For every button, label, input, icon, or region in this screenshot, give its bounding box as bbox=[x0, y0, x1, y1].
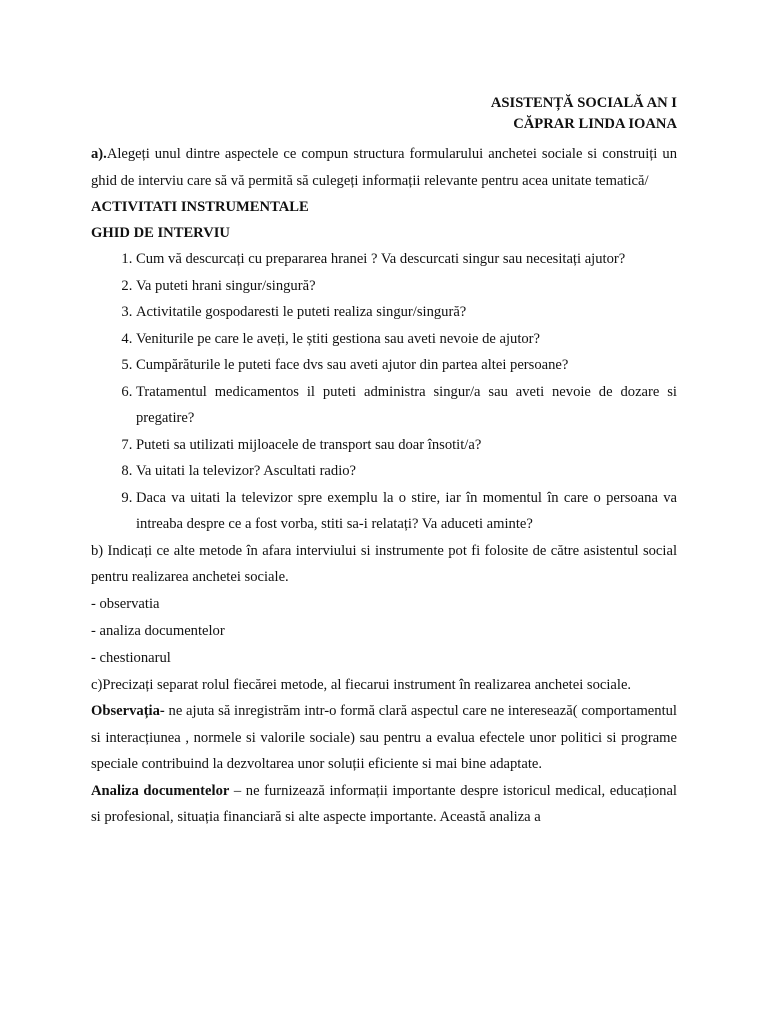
section-b-prompt: b) Indicați ce alte metode în afara interviului si instrumente pot fi folosite de către asistentul social pentru realizarea anchetei sociale. bbox=[91, 542, 677, 585]
question-item: 6. Tratamentul medicamentos il puteti administra singur/a sau aveti nevoie de dozare si pregatire? bbox=[136, 379, 677, 432]
section-a-prompt bbox=[91, 141, 677, 194]
question-item: 1. Cum vă descurcați cu prepararea hranei ? Va descurcati singur sau necesitați ajutor? bbox=[136, 246, 677, 273]
course-title: ASISTENȚĂ SOCIALĂ AN I bbox=[490, 95, 677, 111]
observatia-paragraph bbox=[91, 698, 677, 778]
observatia-term: Observația- bbox=[91, 703, 165, 719]
heading-activitati: ACTIVITATI INSTRUMENTALE bbox=[91, 199, 309, 215]
method-item: - observatia bbox=[91, 595, 160, 612]
section-a-text: Alegeți unul dintre aspectele ce compun structura formularului anchetei sociale si construiți un ghid de interviu care să vă permită să culegeți informații relevante pentru acea unitate tematică/ bbox=[91, 146, 677, 189]
question-item: 5. Cumpărăturile le puteti face dvs sau aveti ajutor din partea altei persoane? bbox=[136, 352, 677, 379]
author-name: CĂPRAR LINDA IOANA bbox=[513, 116, 677, 132]
question-item: 4. Veniturile pe care le aveți, le știti gestiona sau aveti nevoie de ajutor? bbox=[136, 326, 677, 353]
question-item: 9. Daca va uitati la televizor spre exemplu la o stire, iar în momentul în care o persoana va intreaba despre ce a fost vorba, stiti sa-i relatați? Va aduceti aminte? bbox=[136, 485, 677, 538]
analiza-text: – ne furnizează informații importante despre istoricul medical, educațional si profesional, situația financiară si alte aspecte importante. Această analiza a bbox=[91, 782, 677, 825]
analiza-term: Analiza documentelor bbox=[91, 782, 230, 799]
section-c-prompt: c)Precizați separat rolul fiecărei metode, al fiecarui instrument în realizarea anchetei sociale. bbox=[91, 676, 632, 693]
section-a-label: a). bbox=[91, 146, 107, 162]
question-item: 8. Va uitati la televizor? Ascultati radio? bbox=[136, 458, 677, 485]
question-item: 7. Puteti sa utilizati mijloacele de transport sau doar însotit/a? bbox=[136, 432, 677, 459]
heading-ghid: GHID DE INTERVIU bbox=[91, 225, 230, 241]
method-item: - chestionarul bbox=[91, 649, 171, 666]
method-item: - analiza documentelor bbox=[91, 622, 225, 639]
question-item: 2. Va puteti hrani singur/singură? bbox=[136, 273, 677, 300]
question-item: 3. Activitatile gospodaresti le puteti realiza singur/singură? bbox=[136, 299, 677, 326]
document-header bbox=[91, 93, 677, 135]
observatia-text: ne ajuta să inregistrăm intr-o formă clară aspectul care ne interesează( comportamentul si interacțiunea , normele si valorile sociale) sau pentru a evalua efectele unor politici si programe speciale contribuind la dezvoltarea unor soluții eficiente si mai bine adaptate. bbox=[91, 703, 677, 772]
interview-questions-list bbox=[91, 246, 677, 538]
analiza-paragraph bbox=[91, 778, 677, 831]
